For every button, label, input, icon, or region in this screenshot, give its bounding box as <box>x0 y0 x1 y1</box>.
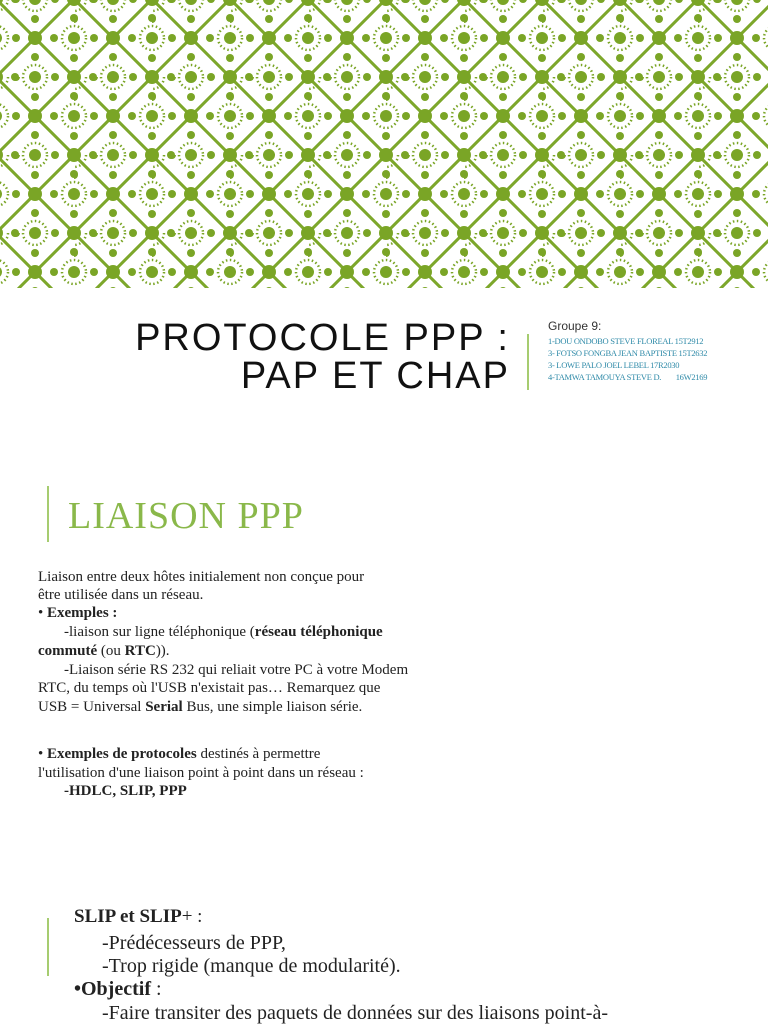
body-line: Liaison entre deux hôtes initialement non conçue pour <box>38 569 365 585</box>
bold-text: réseau téléphonique <box>254 624 383 640</box>
slide-title-line2: PAP ET CHAP <box>240 355 510 397</box>
body-line <box>38 642 170 660</box>
bold-text: Exemples : <box>47 605 118 621</box>
body-line: -Faire transiter des paquets de données sur des liaisons point-à- <box>102 1002 608 1024</box>
member-1: 1-DOU ONDOBO STEVE FLOREAL 15T2912 <box>548 336 704 346</box>
bold-text: RTC <box>124 643 156 659</box>
section-heading: LIAISON PPP <box>68 495 304 537</box>
text: (ou <box>97 643 125 659</box>
slip-heading <box>74 906 202 928</box>
text: Bus, une simple liaison série. <box>182 699 363 715</box>
title-divider <box>527 334 529 390</box>
body-line: l'utilisation d'une liaison point à point dans un réseau : <box>38 765 364 781</box>
bullet-examples <box>38 604 117 622</box>
body-line: RTC, du temps où l'USB n'existait pas… Remarquez que <box>38 680 381 696</box>
member-4: 4-TAMWA TAMOUYA STEVE D. 16W2169 <box>548 372 708 382</box>
slide3-accent-bar <box>47 918 49 976</box>
bold-text: SLIP et SLIP <box>74 906 182 927</box>
bullet: • <box>38 605 48 621</box>
group-label: Groupe 9: <box>548 319 602 333</box>
text: -liaison sur ligne téléphonique ( <box>64 624 255 640</box>
body-line <box>38 698 362 716</box>
body-line: être utilisée dans un réseau. <box>38 587 204 603</box>
member-3: 3- LOWE PALO JOEL LEBEL 17R2030 <box>548 360 680 370</box>
text: USB = Universal <box>38 699 146 715</box>
slide-title-line1: PROTOCOLE PPP : <box>135 317 510 359</box>
body-line: -Prédécesseurs de PPP, <box>102 932 286 954</box>
bold-text: commuté <box>38 643 98 659</box>
bold-text: •Objectif <box>74 978 151 1000</box>
objective-heading <box>74 978 162 1000</box>
text: : <box>150 978 162 1000</box>
member-2: 3- FOTSO FONGBA JEAN BAPTISTE 15T2632 <box>548 348 708 358</box>
body-line: -Liaison série RS 232 qui reliait votre PC à votre Modem <box>64 662 409 678</box>
text: )). <box>155 643 170 659</box>
text: + : <box>181 906 203 927</box>
decorative-pattern-banner <box>0 0 768 288</box>
protocol-list: -HDLC, SLIP, PPP <box>64 783 187 799</box>
heading-accent-bar <box>47 486 49 542</box>
body-line: -Trop rigide (manque de modularité). <box>102 955 401 977</box>
bold-text: Serial <box>145 699 183 715</box>
bullet: • <box>38 746 48 762</box>
body-line <box>64 623 383 641</box>
bold-text: Exemples de protocoles <box>47 746 197 762</box>
text: destinés à permettre <box>196 746 321 762</box>
bullet-protocols <box>38 745 320 763</box>
